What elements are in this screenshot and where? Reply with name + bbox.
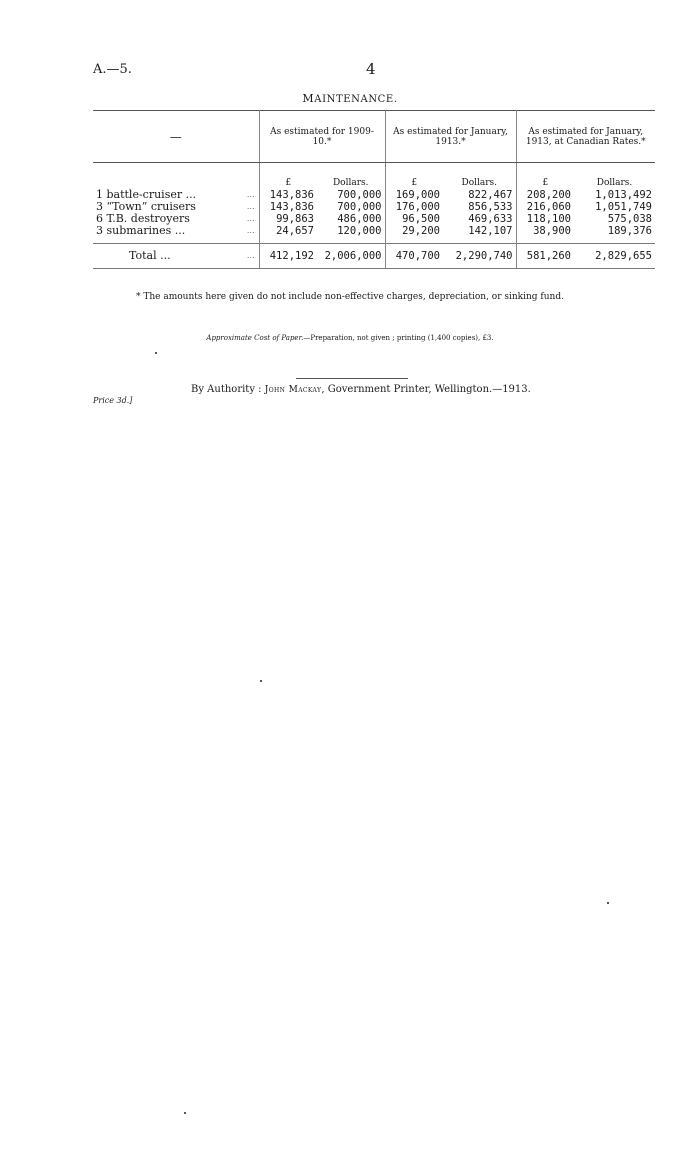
- table-cell: 118,100: [526, 213, 572, 225]
- row-label: 3 submarines ...: [96, 224, 186, 237]
- table-cell: 99,863: [276, 213, 314, 225]
- cost-detail: —Preparation, not given ; printing (1,400 copies), £3.: [303, 334, 494, 342]
- total-row: [93, 244, 655, 269]
- table-cell: 38,900: [533, 225, 572, 237]
- total-leader-dots: ...: [229, 244, 259, 269]
- section-title-rest: AINTENANCE.: [314, 94, 398, 105]
- total-cell: 412,192: [259, 244, 317, 269]
- total-cell: 581,260: [516, 244, 574, 269]
- header-dash: —: [93, 111, 259, 163]
- table-cell: 96,500: [402, 213, 440, 225]
- header-estimate-1913: As estimated for January, 1913.*: [385, 111, 516, 163]
- table-cell: 143,836: [269, 201, 314, 213]
- table-cell: 208,200: [526, 189, 572, 201]
- divider-rule: [296, 378, 408, 379]
- printer-name: John Mackay: [264, 385, 322, 395]
- section-title-initial: M: [302, 92, 315, 105]
- units-row: [93, 163, 655, 190]
- table-cell: 24,657: [276, 225, 314, 237]
- total-cell: 2,290,740: [443, 244, 516, 269]
- table-cell: 700,000: [317, 189, 385, 201]
- maintenance-table: [93, 110, 655, 269]
- table-cell: 486,000: [317, 213, 385, 225]
- total-cell: 2,006,000: [317, 244, 385, 269]
- section-title: [0, 92, 700, 105]
- table-cell: 575,038: [607, 213, 653, 225]
- cost-of-paper-note: [0, 334, 700, 342]
- cost-label: Approximate Cost of Paper.: [206, 334, 304, 342]
- table-cell: 700,000: [317, 201, 385, 213]
- scan-speck: [184, 1112, 186, 1114]
- table-cell: 1,051,749: [595, 201, 653, 213]
- maintenance-table-wrapper: [93, 110, 655, 269]
- table-cell: 169,000: [395, 189, 440, 201]
- table-cell: 120,000: [317, 225, 385, 237]
- table-cell: 1,013,492: [595, 189, 653, 201]
- table-cell: 189,376: [607, 225, 653, 237]
- table-footnote: * The amounts here given do not include non-effective charges, depreciation, or sinking fund.: [136, 292, 564, 302]
- header-estimate-1913-canadian: As estimated for January, 1913, at Canadian Rates.*: [516, 111, 655, 163]
- table-cell: 469,633: [443, 213, 516, 225]
- row-label: 6 T.B. destroyers: [96, 212, 190, 225]
- table-cell: 856,533: [443, 201, 516, 213]
- table-cell: 29,200: [402, 225, 440, 237]
- table-cell: 142,107: [443, 225, 516, 237]
- authority-prefix: By Authority :: [191, 384, 262, 395]
- total-cell: 470,700: [385, 244, 443, 269]
- unit-dollars-3: Dollars.: [596, 178, 633, 188]
- authority-line: [191, 384, 531, 395]
- unit-dollars-1: Dollars.: [317, 163, 385, 190]
- table-header-row: [93, 111, 655, 163]
- price-note: Price 3d.]: [93, 396, 133, 405]
- row-label: 1 battle-cruiser ...: [96, 188, 197, 201]
- table-cell: 822,467: [443, 189, 516, 201]
- row-label: 3 “Town” cruisers: [96, 200, 196, 213]
- scan-speck: [260, 680, 262, 682]
- document-reference: A.—5.: [93, 62, 132, 77]
- authority-suffix: , Government Printer, Wellington.—1913.: [321, 384, 531, 395]
- table-row: [93, 225, 655, 237]
- scan-speck: [607, 902, 609, 904]
- total-label: Total ...: [93, 244, 229, 269]
- unit-dollars-2: Dollars.: [443, 163, 516, 190]
- table-cell: 143,836: [269, 189, 314, 201]
- unit-pounds-2: £: [411, 178, 418, 188]
- row-leader-dots: ...: [229, 225, 259, 237]
- scan-speck: [155, 352, 157, 354]
- row-leader-dots: ...: [229, 189, 259, 201]
- unit-pounds-3: £: [542, 178, 549, 188]
- table-cell: 176,000: [395, 201, 440, 213]
- row-leader-dots: ...: [229, 213, 259, 225]
- row-leader-dots: ...: [229, 201, 259, 213]
- total-cell: 2,829,655: [574, 244, 655, 269]
- table-cell: 216,060: [526, 201, 572, 213]
- unit-pounds-1: £: [285, 178, 292, 188]
- page-number: 4: [366, 60, 376, 78]
- header-estimate-1909: As estimated for 1909-10.*: [259, 111, 385, 163]
